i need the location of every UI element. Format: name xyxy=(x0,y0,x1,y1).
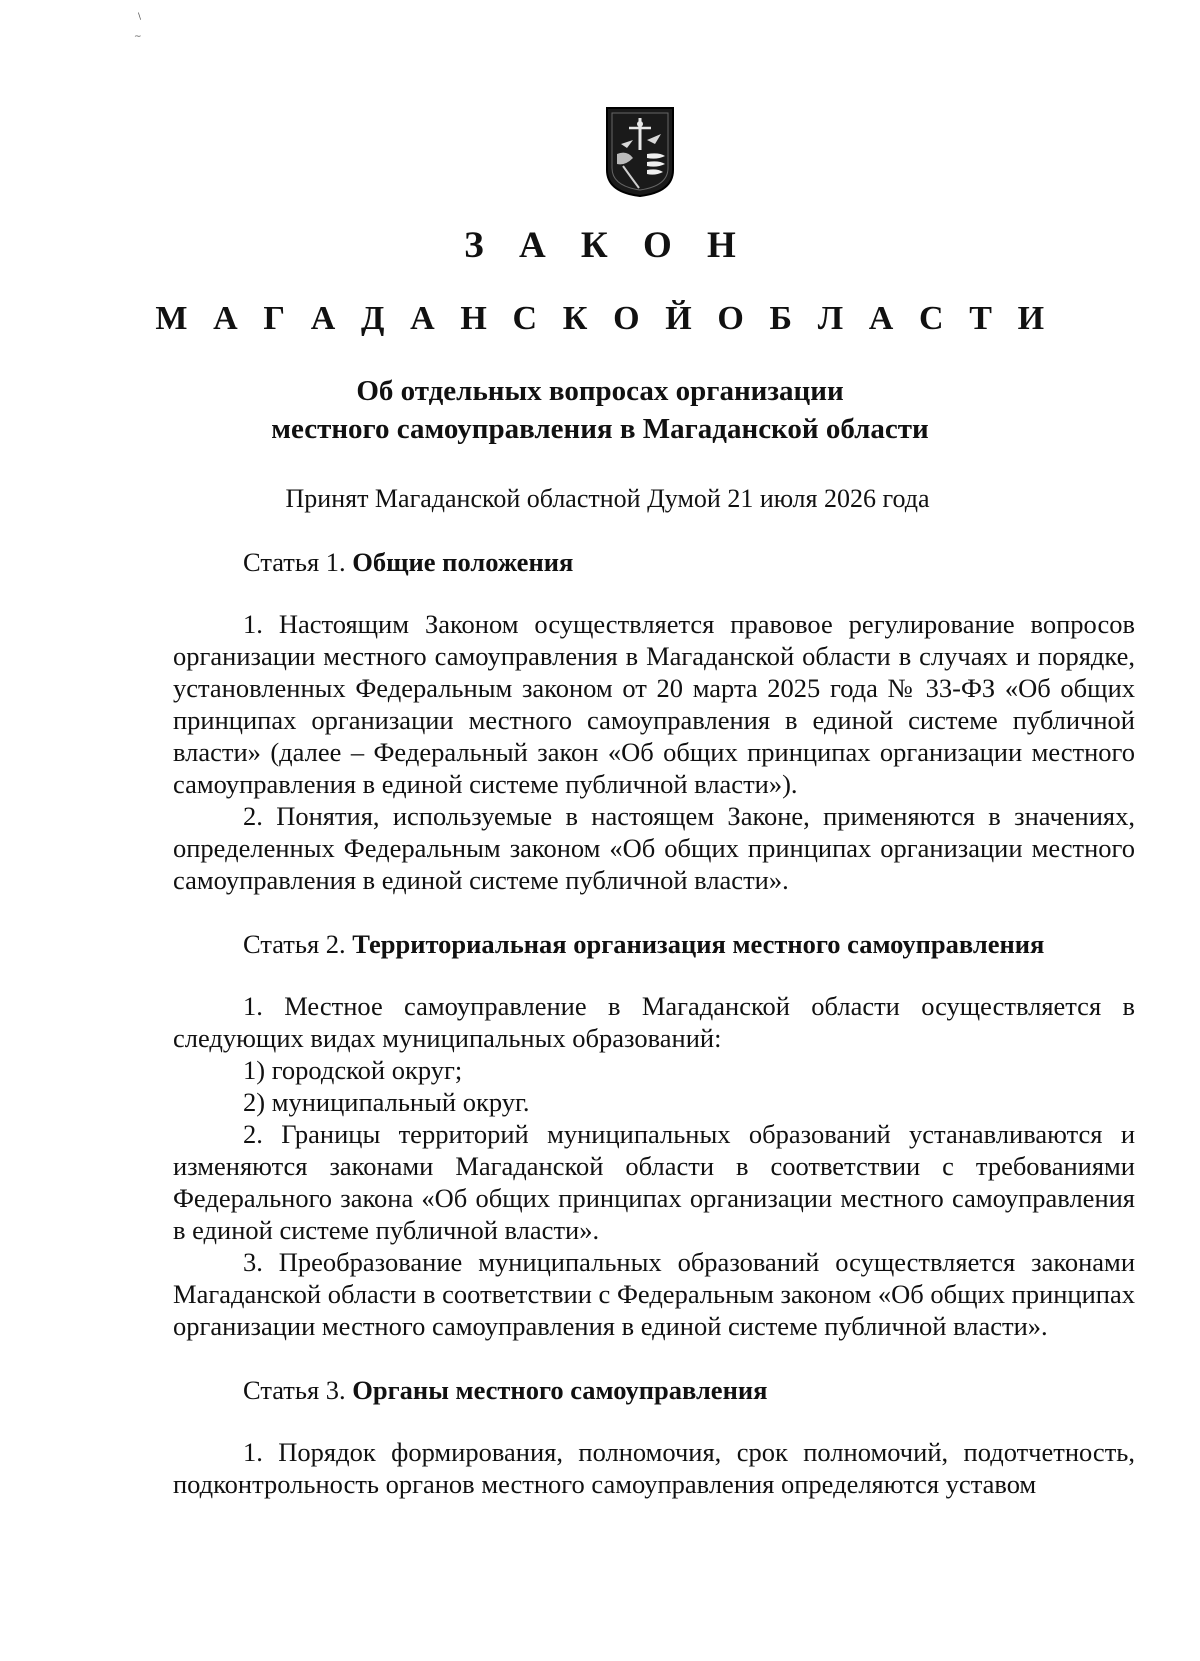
article-3-heading xyxy=(173,1374,1135,1406)
article-2-paragraph-1: 1. Местное самоуправление в Магаданской области осуществляется в следующих видах муниципальных образований: xyxy=(173,991,1135,1053)
adoption-note: Принят Магаданской областной Думой 21 июля 2026 года xyxy=(285,484,930,513)
scan-artifact: ~ xyxy=(134,32,142,42)
article-1-name: Общие положения xyxy=(352,547,574,577)
article-2-paragraph-3: 3. Преобразование муниципальных образований осуществляется законами Магаданской области в соответствии с Федеральным законом «Об общих принципах организации местного самоуправления в единой системе публичной власти». xyxy=(173,1247,1135,1341)
article-3-paragraph-1: 1. Порядок формирования, полномочия, срок полномочий, подотчетность, подконтрольность органов местного самоуправления определяются уставом xyxy=(173,1437,1135,1499)
article-1-paragraph-2: 2. Понятия, используемые в настоящем Законе, применяются в значениях, определенных Федеральным законом «Об общих принципах организации местного самоуправления в единой системе публичной власти». xyxy=(173,801,1135,895)
article-2-heading xyxy=(173,928,1135,960)
article-3-name: Органы местного самоуправления xyxy=(352,1375,768,1405)
article-1-prefix: Статья 1. xyxy=(243,547,346,577)
article-2-prefix: Статья 2. xyxy=(243,929,346,959)
document-title: З А К О Н xyxy=(464,225,749,266)
law-name-line-2: местного самоуправления в Магаданской области xyxy=(271,413,929,445)
article-3-prefix: Статья 3. xyxy=(243,1375,346,1405)
region-name: М А Г А Д А Н С К О Й О Б Л А С Т И xyxy=(155,300,1053,337)
article-1-heading xyxy=(173,546,1135,578)
article-2-list-item-2: 2) муниципальный округ. xyxy=(243,1087,530,1117)
article-2-name: Территориальная организация местного самоуправления xyxy=(352,929,1045,959)
article-1-paragraph-1: 1. Настоящим Законом осуществляется правовое регулирование вопросов организации местного самоуправления в Магаданской области в случаях и порядке, установленных Федеральным законом от 20 марта 2025 года № 33-ФЗ «Об общих принципах организации местного самоуправления в единой системе публичной власти» (далее – Федеральный закон «Об общих принципах организации местного самоуправления в единой системе публичной власти»). xyxy=(173,609,1135,799)
law-name-line-1: Об отдельных вопросах организации xyxy=(356,375,844,407)
article-2-paragraph-2: 2. Границы территорий муниципальных образований устанавливаются и изменяются законами Магаданской области в соответствии с требованиями Федерального закона «Об общих принципах организации местного самоуправления в единой системе публичной власти». xyxy=(173,1119,1135,1245)
scan-artifact: \ xyxy=(138,12,142,22)
law-name xyxy=(0,372,1200,448)
article-2-list-item-1: 1) городской округ; xyxy=(243,1055,463,1085)
coat-of-arms-icon xyxy=(603,104,677,198)
document-body xyxy=(173,546,1135,1500)
